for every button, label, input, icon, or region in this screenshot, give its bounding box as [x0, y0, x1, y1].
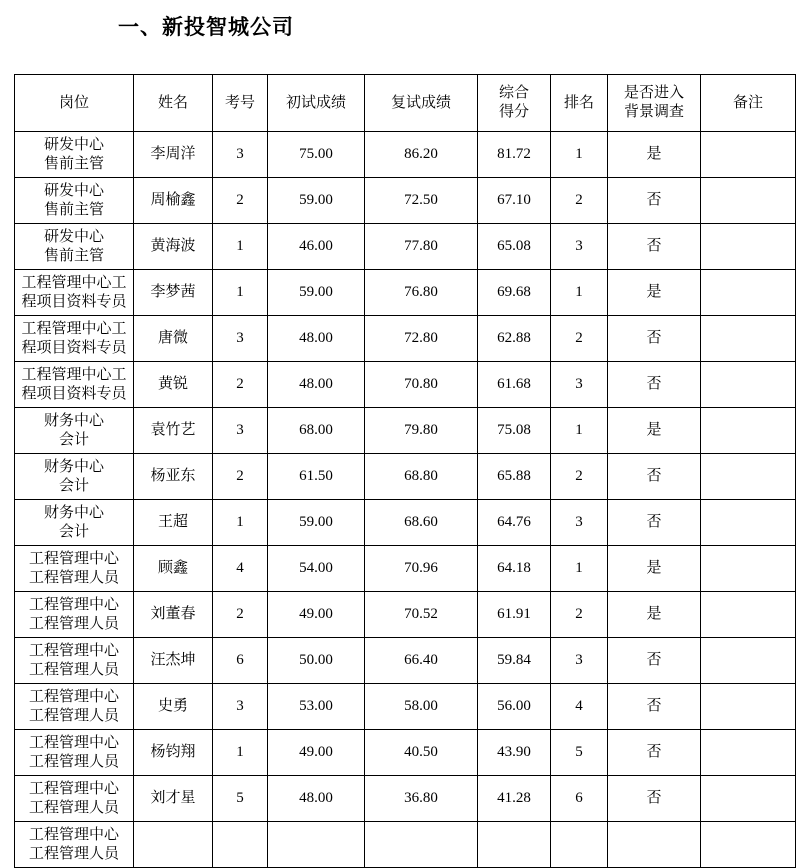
cell-first-score: 59.00: [268, 178, 365, 224]
cell-post-line2: 程项目资料专员: [21, 293, 127, 310]
cell-remark: [701, 362, 796, 408]
cell-second-score: 72.80: [365, 316, 478, 362]
cell-rank: 2: [551, 316, 608, 362]
cell-rank: 5: [551, 730, 608, 776]
table-row: [15, 132, 796, 178]
cell-total-score: 69.68: [478, 270, 551, 316]
cell-post-line2: 程项目资料专员: [21, 385, 127, 402]
cell-exam-no: 1: [213, 270, 268, 316]
cell-post: [15, 408, 134, 454]
cell-rank: 3: [551, 362, 608, 408]
cell-exam-no: 2: [213, 178, 268, 224]
cell-rank: 1: [551, 132, 608, 178]
cell-first-score: [268, 822, 365, 868]
cell-background-check: 是: [608, 132, 701, 178]
cell-name: 汪杰坤: [134, 638, 213, 684]
cell-post-line2: 工程管理人员: [28, 845, 119, 862]
cell-rank: 2: [551, 454, 608, 500]
table-row: [15, 454, 796, 500]
cell-total-score: 61.68: [478, 362, 551, 408]
cell-second-score: 86.20: [365, 132, 478, 178]
cell-background-check: 是: [608, 270, 701, 316]
cell-name: 李周洋: [134, 132, 213, 178]
cell-first-score: 59.00: [268, 500, 365, 546]
cell-post: [15, 500, 134, 546]
cell-post-line1: 研发中心: [43, 182, 104, 199]
table-row: [15, 362, 796, 408]
cell-post-line1: 财务中心: [43, 504, 104, 521]
cell-name: 黄海波: [134, 224, 213, 270]
cell-exam-no: 1: [213, 224, 268, 270]
cell-post-line1: 工程管理中心工: [21, 274, 127, 291]
cell-second-score: 68.80: [365, 454, 478, 500]
cell-background-check: 否: [608, 500, 701, 546]
cell-name: [134, 822, 213, 868]
cell-post: [15, 132, 134, 178]
cell-first-score: 59.00: [268, 270, 365, 316]
cell-second-score: 76.80: [365, 270, 478, 316]
cell-post-line1: 财务中心: [43, 458, 104, 475]
cell-remark: [701, 822, 796, 868]
cell-first-score: 53.00: [268, 684, 365, 730]
cell-total-score: 81.72: [478, 132, 551, 178]
cell-total-score: 62.88: [478, 316, 551, 362]
table-body: [15, 132, 796, 868]
cell-second-score: 66.40: [365, 638, 478, 684]
cell-post-line2: 售前主管: [43, 201, 104, 218]
cell-background-check: 否: [608, 362, 701, 408]
cell-exam-no: 3: [213, 316, 268, 362]
cell-post: [15, 224, 134, 270]
cell-rank: 1: [551, 546, 608, 592]
cell-first-score: 48.00: [268, 362, 365, 408]
cell-remark: [701, 730, 796, 776]
cell-name: 王超: [134, 500, 213, 546]
column-header-rank: 排名: [551, 75, 608, 132]
cell-first-score: 75.00: [268, 132, 365, 178]
cell-background-check: 是: [608, 592, 701, 638]
cell-background-check: 否: [608, 178, 701, 224]
cell-name: 唐微: [134, 316, 213, 362]
cell-background-check: 是: [608, 546, 701, 592]
cell-background-check: 否: [608, 316, 701, 362]
cell-name: 史勇: [134, 684, 213, 730]
cell-rank: 1: [551, 408, 608, 454]
cell-post-line2: 售前主管: [43, 247, 104, 264]
cell-first-score: 61.50: [268, 454, 365, 500]
cell-total-score: 75.08: [478, 408, 551, 454]
cell-exam-no: 3: [213, 684, 268, 730]
cell-name: 袁竹艺: [134, 408, 213, 454]
column-header-post: 岗位: [15, 75, 134, 132]
cell-total-score: 64.76: [478, 500, 551, 546]
cell-total-score: 56.00: [478, 684, 551, 730]
cell-rank: [551, 822, 608, 868]
cell-name: 刘才星: [134, 776, 213, 822]
table-row: [15, 316, 796, 362]
cell-post-line2: 会计: [58, 477, 89, 494]
table-header-row: [15, 75, 796, 132]
cell-post-line2: 工程管理人员: [28, 753, 119, 770]
table-row: [15, 822, 796, 868]
cell-post: [15, 454, 134, 500]
cell-exam-no: [213, 822, 268, 868]
table-row: [15, 776, 796, 822]
cell-first-score: 48.00: [268, 316, 365, 362]
cell-first-score: 54.00: [268, 546, 365, 592]
cell-post: [15, 546, 134, 592]
cell-exam-no: 3: [213, 408, 268, 454]
table-header: [15, 75, 796, 132]
cell-name: 黄锐: [134, 362, 213, 408]
cell-second-score: 70.96: [365, 546, 478, 592]
cell-post-line1: 工程管理中心: [28, 642, 119, 659]
cell-post: [15, 822, 134, 868]
cell-name: 杨亚东: [134, 454, 213, 500]
cell-post-line2: 售前主管: [43, 155, 104, 172]
cell-second-score: 68.60: [365, 500, 478, 546]
cell-post-line2: 会计: [58, 523, 89, 540]
cell-total-score: 64.18: [478, 546, 551, 592]
table-row: [15, 270, 796, 316]
column-header-exam-no: 考号: [213, 75, 268, 132]
cell-second-score: 70.52: [365, 592, 478, 638]
cell-exam-no: 5: [213, 776, 268, 822]
cell-post-line1: 工程管理中心: [28, 826, 119, 843]
cell-second-score: 72.50: [365, 178, 478, 224]
cell-post-line2: 工程管理人员: [28, 569, 119, 586]
cell-total-score: 43.90: [478, 730, 551, 776]
table-row: [15, 546, 796, 592]
cell-rank: 3: [551, 224, 608, 270]
cell-rank: 3: [551, 500, 608, 546]
cell-post-line2: 会计: [58, 431, 89, 448]
cell-total-score: 65.08: [478, 224, 551, 270]
cell-rank: 2: [551, 178, 608, 224]
cell-remark: [701, 408, 796, 454]
cell-second-score: 58.00: [365, 684, 478, 730]
cell-post-line2: 工程管理人员: [28, 707, 119, 724]
cell-post: [15, 362, 134, 408]
cell-total-score: 41.28: [478, 776, 551, 822]
cell-exam-no: 2: [213, 454, 268, 500]
cell-background-check: 否: [608, 224, 701, 270]
cell-post: [15, 178, 134, 224]
table-row: [15, 592, 796, 638]
cell-remark: [701, 592, 796, 638]
cell-background-check: 否: [608, 684, 701, 730]
cell-total-score: 67.10: [478, 178, 551, 224]
document-page: [0, 12, 800, 862]
cell-exam-no: 4: [213, 546, 268, 592]
cell-post: [15, 638, 134, 684]
cell-post: [15, 316, 134, 362]
cell-post: [15, 776, 134, 822]
cell-rank: 4: [551, 684, 608, 730]
cell-rank: 6: [551, 776, 608, 822]
column-header-total-line1: 综合: [498, 85, 529, 101]
cell-remark: [701, 224, 796, 270]
table-row: [15, 684, 796, 730]
cell-background-check: 否: [608, 454, 701, 500]
cell-first-score: 49.00: [268, 592, 365, 638]
cell-post-line1: 工程管理中心工: [21, 366, 127, 383]
column-header-background-check: [608, 75, 701, 132]
table-row: [15, 408, 796, 454]
cell-exam-no: 1: [213, 500, 268, 546]
cell-post: [15, 592, 134, 638]
cell-remark: [701, 454, 796, 500]
cell-second-score: 40.50: [365, 730, 478, 776]
cell-post-line1: 工程管理中心: [28, 688, 119, 705]
cell-remark: [701, 546, 796, 592]
cell-first-score: 68.00: [268, 408, 365, 454]
column-header-background-line2: 背景调查: [623, 104, 684, 120]
cell-exam-no: 3: [213, 132, 268, 178]
cell-background-check: [608, 822, 701, 868]
cell-name: 顾鑫: [134, 546, 213, 592]
cell-background-check: 否: [608, 730, 701, 776]
cell-rank: 2: [551, 592, 608, 638]
cell-total-score: 59.84: [478, 638, 551, 684]
cell-exam-no: 6: [213, 638, 268, 684]
cell-name: 周榆鑫: [134, 178, 213, 224]
cell-rank: 3: [551, 638, 608, 684]
cell-first-score: 49.00: [268, 730, 365, 776]
cell-post-line1: 工程管理中心: [28, 596, 119, 613]
cell-post-line1: 研发中心: [43, 136, 104, 153]
cell-remark: [701, 638, 796, 684]
cell-post-line1: 工程管理中心: [28, 780, 119, 797]
cell-exam-no: 1: [213, 730, 268, 776]
cell-second-score: 70.80: [365, 362, 478, 408]
cell-remark: [701, 776, 796, 822]
cell-remark: [701, 500, 796, 546]
cell-name: 李梦茜: [134, 270, 213, 316]
cell-post-line1: 工程管理中心: [28, 734, 119, 751]
column-header-first-score: 初试成绩: [268, 75, 365, 132]
cell-post: [15, 684, 134, 730]
cell-post-line1: 工程管理中心: [28, 550, 119, 567]
cell-exam-no: 2: [213, 592, 268, 638]
cell-second-score: 36.80: [365, 776, 478, 822]
results-table: [14, 74, 796, 868]
column-header-background-line1: 是否进入: [623, 85, 684, 101]
cell-second-score: 79.80: [365, 408, 478, 454]
cell-remark: [701, 316, 796, 362]
cell-post-line2: 工程管理人员: [28, 615, 119, 632]
cell-total-score: 65.88: [478, 454, 551, 500]
column-header-remark: 备注: [701, 75, 796, 132]
cell-post-line2: 程项目资料专员: [21, 339, 127, 356]
cell-first-score: 46.00: [268, 224, 365, 270]
cell-background-check: 否: [608, 638, 701, 684]
table-row: [15, 178, 796, 224]
cell-post: [15, 730, 134, 776]
cell-remark: [701, 684, 796, 730]
cell-background-check: 是: [608, 408, 701, 454]
cell-second-score: 77.80: [365, 224, 478, 270]
column-header-second-score: 复试成绩: [365, 75, 478, 132]
cell-second-score: [365, 822, 478, 868]
cell-first-score: 50.00: [268, 638, 365, 684]
cell-post: [15, 270, 134, 316]
column-header-total-score: [478, 75, 551, 132]
column-header-name: 姓名: [134, 75, 213, 132]
cell-name: 刘董春: [134, 592, 213, 638]
cell-rank: 1: [551, 270, 608, 316]
page-title: 一、新投智城公司: [118, 15, 294, 39]
cell-post-line1: 财务中心: [43, 412, 104, 429]
cell-remark: [701, 132, 796, 178]
cell-total-score: [478, 822, 551, 868]
cell-post-line2: 工程管理人员: [28, 799, 119, 816]
cell-remark: [701, 270, 796, 316]
cell-post-line1: 研发中心: [43, 228, 104, 245]
column-header-total-line2: 得分: [498, 104, 529, 120]
cell-post-line2: 工程管理人员: [28, 661, 119, 678]
cell-total-score: 61.91: [478, 592, 551, 638]
table-row: [15, 730, 796, 776]
cell-first-score: 48.00: [268, 776, 365, 822]
table-row: [15, 500, 796, 546]
cell-remark: [701, 178, 796, 224]
table-row: [15, 224, 796, 270]
cell-exam-no: 2: [213, 362, 268, 408]
cell-post-line1: 工程管理中心工: [21, 320, 127, 337]
table-row: [15, 638, 796, 684]
cell-name: 杨钧翔: [134, 730, 213, 776]
cell-background-check: 否: [608, 776, 701, 822]
